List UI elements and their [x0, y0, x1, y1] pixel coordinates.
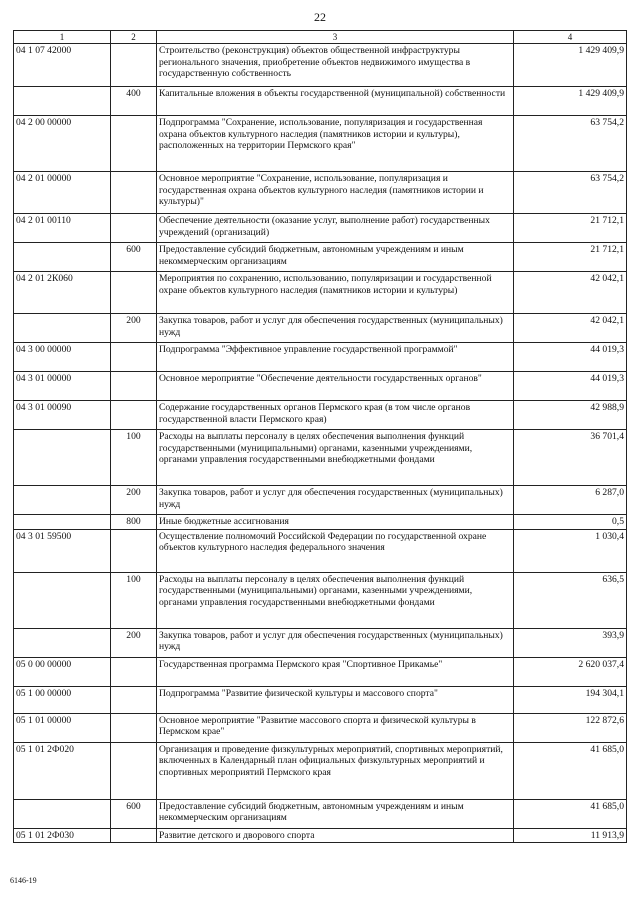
type-cell: 100 [111, 430, 157, 486]
table-row [14, 515, 627, 530]
amount-cell: 44 019,3 [514, 372, 627, 401]
table-row [14, 172, 627, 214]
header-cell-1: 1 [14, 31, 111, 44]
code-cell [14, 243, 111, 272]
type-cell [111, 742, 157, 799]
type-cell [111, 214, 157, 243]
name-cell: Основное мероприятие "Сохранение, использование, популяризация и государственная охрана объектов культурного наследия (памятников истории и культуры)" [157, 172, 514, 214]
table-row [14, 657, 627, 686]
type-cell [111, 401, 157, 430]
amount-cell: 194 304,1 [514, 686, 627, 713]
amount-cell: 42 988,9 [514, 401, 627, 430]
code-cell: 04 2 01 00000 [14, 172, 111, 214]
type-cell [111, 272, 157, 314]
name-cell: Капитальные вложения в объекты государственной (муниципальной) собственности [157, 87, 514, 116]
type-cell [111, 657, 157, 686]
type-cell [111, 529, 157, 572]
name-cell: Мероприятия по сохранению, использованию, популяризации и государственной охране объектов культурного наследия (памятников истории и культуры) [157, 272, 514, 314]
name-cell: Развитие детского и дворового спорта [157, 828, 514, 843]
code-cell: 05 1 01 2Ф030 [14, 828, 111, 843]
type-cell: 600 [111, 243, 157, 272]
code-cell [14, 430, 111, 486]
type-cell [111, 116, 157, 172]
table-row [14, 116, 627, 172]
name-cell: Содержание государственных органов Пермского края (в том числе органов государственной власти Пермского края) [157, 401, 514, 430]
code-cell: 04 3 01 00000 [14, 372, 111, 401]
name-cell: Предоставление субсидий бюджетным, автономным учреждениям и иным некоммерческим организациям [157, 799, 514, 828]
amount-cell: 0,5 [514, 515, 627, 530]
name-cell: Строительство (реконструкция) объектов общественной инфраструктуры регионального значения, приобретение объектов недвижимого имущества в государственную собственность [157, 44, 514, 87]
amount-cell: 36 701,4 [514, 430, 627, 486]
type-cell [111, 172, 157, 214]
table-row [14, 828, 627, 843]
amount-cell: 41 685,0 [514, 799, 627, 828]
name-cell: Подпрограмма "Сохранение, использование, популяризация и государственная охрана объектов культурного наследия (памятников истории и культуры), расположенных на территории Пермского края" [157, 116, 514, 172]
amount-cell: 2 620 037,4 [514, 657, 627, 686]
table-row [14, 87, 627, 116]
type-cell: 200 [111, 486, 157, 515]
table-row [14, 572, 627, 628]
name-cell: Закупка товаров, работ и услуг для обеспечения государственных (муниципальных) нужд [157, 314, 514, 343]
amount-cell: 11 913,9 [514, 828, 627, 843]
code-cell [14, 515, 111, 530]
amount-cell: 393,9 [514, 628, 627, 657]
code-cell: 04 2 01 00110 [14, 214, 111, 243]
amount-cell: 44 019,3 [514, 343, 627, 372]
code-cell [14, 486, 111, 515]
table-row [14, 314, 627, 343]
table-row [14, 430, 627, 486]
table-row [14, 713, 627, 742]
type-cell: 200 [111, 628, 157, 657]
name-cell: Расходы на выплаты персоналу в целях обеспечения выполнения функций государственными (муниципальными) органами, казенными учреждениями, органами управления государственными внебюджетными фондами [157, 430, 514, 486]
name-cell: Основное мероприятие "Обеспечение деятельности государственных органов" [157, 372, 514, 401]
table-row [14, 628, 627, 657]
name-cell: Закупка товаров, работ и услуг для обеспечения государственных (муниципальных) нужд [157, 628, 514, 657]
table-row [14, 686, 627, 713]
name-cell: Расходы на выплаты персоналу в целях обеспечения выполнения функций государственными (муниципальными) органами, казенными учреждениями, органами управления государственными внебюджетными фондами [157, 572, 514, 628]
header-cell-4: 4 [514, 31, 627, 44]
amount-cell: 1 429 409,9 [514, 44, 627, 87]
code-cell: 05 1 01 00000 [14, 713, 111, 742]
table-row [14, 529, 627, 572]
document-code: 6146-19 [10, 876, 37, 885]
amount-cell: 63 754,2 [514, 116, 627, 172]
amount-cell: 21 712,1 [514, 243, 627, 272]
name-cell: Подпрограмма "Эффективное управление государственной программой" [157, 343, 514, 372]
table-row [14, 44, 627, 87]
table-row [14, 243, 627, 272]
amount-cell: 6 287,0 [514, 486, 627, 515]
amount-cell: 21 712,1 [514, 214, 627, 243]
page-number: 22 [314, 10, 326, 24]
name-cell: Осуществление полномочий Российской Федерации по государственной охране объектов культурного наследия федерального значения [157, 529, 514, 572]
code-cell: 05 0 00 00000 [14, 657, 111, 686]
header-cell-3: 3 [157, 31, 514, 44]
amount-cell: 636,5 [514, 572, 627, 628]
amount-cell: 63 754,2 [514, 172, 627, 214]
type-cell [111, 713, 157, 742]
code-cell [14, 572, 111, 628]
name-cell: Предоставление субсидий бюджетным, автономным учреждениям и иным некоммерческим организациям [157, 243, 514, 272]
amount-cell: 41 685,0 [514, 742, 627, 799]
amount-cell: 1 429 409,9 [514, 87, 627, 116]
type-cell: 400 [111, 87, 157, 116]
type-cell: 100 [111, 572, 157, 628]
type-cell: 200 [111, 314, 157, 343]
amount-cell: 42 042,1 [514, 314, 627, 343]
type-cell [111, 372, 157, 401]
name-cell: Иные бюджетные ассигнования [157, 515, 514, 530]
table-header-row [14, 31, 627, 44]
table-row [14, 214, 627, 243]
table-row [14, 799, 627, 828]
type-cell [111, 686, 157, 713]
code-cell [14, 799, 111, 828]
code-cell: 04 2 01 2К060 [14, 272, 111, 314]
budget-table [13, 30, 627, 843]
table-row [14, 343, 627, 372]
table-row [14, 742, 627, 799]
code-cell: 05 1 01 2Ф020 [14, 742, 111, 799]
code-cell: 04 3 01 59500 [14, 529, 111, 572]
type-cell [111, 44, 157, 87]
code-cell: 04 3 01 00090 [14, 401, 111, 430]
code-cell: 04 3 00 00000 [14, 343, 111, 372]
name-cell: Государственная программа Пермского края "Спортивное Прикамье" [157, 657, 514, 686]
amount-cell: 122 872,6 [514, 713, 627, 742]
type-cell [111, 828, 157, 843]
table-row [14, 272, 627, 314]
code-cell: 04 1 07 42000 [14, 44, 111, 87]
code-cell: 05 1 00 00000 [14, 686, 111, 713]
amount-cell: 1 030,4 [514, 529, 627, 572]
header-cell-2: 2 [111, 31, 157, 44]
code-cell [14, 87, 111, 116]
name-cell: Основное мероприятие "Развитие массового спорта и физической культуры в Пермском крае" [157, 713, 514, 742]
name-cell: Организация и проведение физкультурных мероприятий, спортивных мероприятий, включенных в Календарный план официальных физкультурных мероприятий и спортивных мероприятий Пермского края [157, 742, 514, 799]
code-cell [14, 314, 111, 343]
type-cell: 600 [111, 799, 157, 828]
name-cell: Обеспечение деятельности (оказание услуг, выполнение работ) государственных учреждений (организаций) [157, 214, 514, 243]
amount-cell: 42 042,1 [514, 272, 627, 314]
type-cell [111, 343, 157, 372]
name-cell: Подпрограмма "Развитие физической культуры и массового спорта" [157, 686, 514, 713]
code-cell: 04 2 00 00000 [14, 116, 111, 172]
table-row [14, 401, 627, 430]
name-cell: Закупка товаров, работ и услуг для обеспечения государственных (муниципальных) нужд [157, 486, 514, 515]
type-cell: 800 [111, 515, 157, 530]
table-row [14, 372, 627, 401]
code-cell [14, 628, 111, 657]
table-row [14, 486, 627, 515]
